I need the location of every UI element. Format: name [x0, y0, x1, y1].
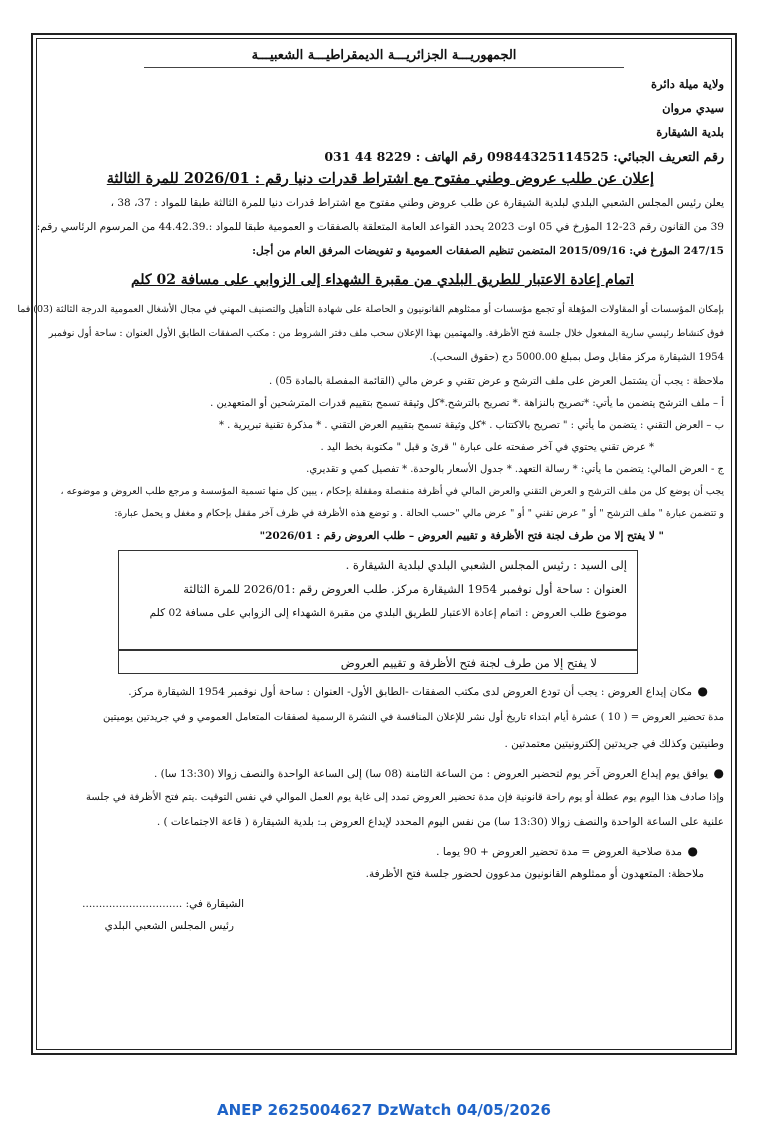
offer-validity: مدة صلاحية العروض = مدة تحضير العروض + 90 يوما .: [436, 846, 682, 858]
daira-line: سيدي مروان: [662, 101, 724, 115]
project-title: اتمام إعادة الاعتبار للطريق البلدي من مقبرة الشهداء إلى الزوابي على مسافة 02 كلم: [130, 272, 634, 288]
note-technical-offer: ب – العرض التقني : يتضمن ما يأتي : " تصريح بالاكتتاب . *كل وثيقة تسمح بتقييم العرض التقني . * مذكرة تقنية تبريرية . *: [219, 420, 724, 431]
eligibility-line-3: 1954 الشيقارة مركز مقابل وصل بمبلغ 5000.00 دج (حقوق السحب).: [429, 352, 724, 363]
announcement-para-3: 247/15 المؤرخ في: 2015/09/16 المتضمن تنظيم الصفقات العمومية و تفويضات المرفق العام من أجل:: [252, 245, 724, 257]
note-contents: ملاحظة : يجب أن يشتمل العرض على ملف الترشح و عرض تقني و عرض مالي (القائمة المفصلة بالمادة 05) .: [269, 376, 724, 387]
envelope-warning-box: [118, 650, 638, 674]
preparation-period: مدة تحضير العروض = ( 10 ) عشرة أيام ابتداء تاريخ أول نشر للإعلان المنافسة في النشرة الرسمية لصفقات المتعامل العمومي و في جريدتين يوميتين: [103, 712, 724, 723]
note-technical-mention: * عرض تقني يحتوي في آخر صفحته على عبارة " قرئ و قبل " مكتوبة بخط اليد .: [320, 442, 654, 453]
announcement-title: إعلان عن طلب عروض وطني مفتوح مع اشتراط قدرات دنيا رقم : 2026/01 للمرة الثالثة: [106, 170, 654, 187]
announcement-para-1: يعلن رئيس المجلس الشعبي البلدي لبلدية الشيقارة عن طلب عروض وطني مفتوح مع اشتراط قدرات دنيا للمرة الثالثة طبقا للمواد : 37، 38 ،: [110, 197, 724, 209]
announcement-document: [17, 44, 724, 1044]
wilaya-line: ولاية ميلة دائرة: [651, 77, 724, 91]
envelope-do-not-open: لا يفتح إلا من طرف لجنة فتح الأظرفة و تقييم العروض: [340, 656, 597, 670]
note-candidacy-file: أ – ملف الترشح يتضمن ما يأتي: *تصريح بالنزاهة .* تصريح بالترشح.*كل وثيقة تسمح بتقييم قدرات المترشحين أو المتعهدين .: [210, 398, 724, 409]
bullet-icon: ●: [687, 844, 698, 858]
note-financial-offer: ج - العرض المالي: يتضمن ما يأتي: * رسالة التعهد. * جدول الأسعار بالوحدة. * تفصيل كمي و تقديري.: [306, 464, 724, 475]
opening-session: علنية على الساعة الواحدة والنصف زوالا (13:30 سا) من نفس اليوم المحدد لإيداع العروض بـ: بلدية الشيقارة ( قاعة الاجتماعات ) .: [156, 816, 724, 828]
eligibility-line-2: فوق كنشاط رئيسي سارية المفعول خلال جلسة فتح الأظرفة. والمهتمين بهذا الإعلان سحب ملف دفتر الشروط من : مكتب الصفقات الطابق الأول العنوان : ساحة أول نوفمبر: [48, 328, 724, 339]
preparation-period-cont: وطنيتين وكذلك في جريدتين إلكترونيتين معتمدتين .: [504, 738, 724, 750]
note-envelopes-1: يجب أن يوضع كل من ملف الترشح و العرض التقني والعرض المالي في أظرفة منفصلة ومقفلة بإحكام ، يبين كل منها تسمية المؤسسة و مرجع طلب العروض و موضوعه ،: [60, 486, 724, 497]
envelope-address: العنوان : ساحة أول نوفمبر 1954 الشيقارة مركز. طلب العروض رقم :2026/01 للمرة الثالثة: [183, 582, 627, 596]
republic-header: الجمهوريـــة الجزائريـــة الديمقراطيـــة الشعبيـــة: [251, 48, 517, 63]
deposit-timing: يوافق يوم إيداع العروض آخر يوم لتحضير العروض : من الساعة الثامنة (08 سا) إلى الساعة الواحدة والنصف زوالا (13:30 سا) .: [153, 768, 708, 780]
bullet-icon: ●: [713, 766, 724, 780]
publication-reference: ANEP 2625004627 DzWatch 04/05/2026: [217, 1101, 551, 1119]
header-rule: [144, 67, 624, 68]
bullet-icon: ●: [697, 684, 708, 698]
note-envelope-mention: " لا يفتح إلا من طرف لجنة فتح الأظرفة و تقييم العروض – طلب العروض رقم : 2026/01": [259, 530, 664, 542]
fiscal-id-phone: رقم التعريف الجبائي: 09844325114525 رقم الهاتف : 8229 44 031: [324, 149, 724, 164]
signature-title: رئيس المجلس الشعبي البلدي: [104, 920, 234, 932]
announcement-para-2: 39 من القانون رقم 23-12 المؤرخ في 05 اوت 2023 يحدد القواعد العامة المتعلقة بالصفقات و العمومية طبقا للمواد :.44.42.39 من المرسوم الرئاسي رقم:: [36, 221, 724, 233]
envelope-recipient: إلى السيد : رئيس المجلس الشعبي البلدي لبلدية الشيقارة .: [345, 558, 627, 572]
bidders-note: ملاحظة: المتعهدون أو ممثلوهم القانونيون مدعوون لحضور جلسة فتح الأظرفة.: [365, 868, 704, 880]
signature-place-date: الشيقارة في: ..............................: [82, 898, 244, 910]
eligibility-line-1: بإمكان المؤسسات أو المقاولات المؤهلة أو تجمع مؤسسات أو ممثلوهم القانونيون و الحاصلة على شهادة التأهيل والتصنيف المهني في مجال الأشغال العمومية الدرجة الثالثة (03) فما: [17, 304, 724, 315]
holiday-rule: وإذا صادف هذا اليوم يوم عطلة أو يوم راحة قانونية فإن مدة تحضير العروض تمدد إلى غاية يوم العمل الموالي في نفس التوقيت .يتم فتح الأظرفة في جلسة: [85, 792, 724, 803]
envelope-subject: موضوع طلب العروض : اتمام إعادة الاعتبار للطريق البلدي من مقبرة الشهداء إلى الزوابي على مسافة 02 كلم: [149, 607, 627, 619]
deposit-place: مكان إيداع العروض : يجب أن تودع العروض لدى مكتب الصفقات -الطابق الأول- العنوان : ساحة أول نوفمبر 1954 الشيقارة مركز.: [128, 686, 692, 698]
commune-line: بلدية الشيقارة: [656, 125, 724, 139]
envelope-label-box: [118, 550, 638, 650]
note-envelopes-2: و تتضمن عبارة " ملف الترشح " أو " عرض تقني " أو " عرض مالي "حسب الحالة . و توضع هذه الأظرفة في ظرف آخر مقفل بإحكام و مغفل و يحمل عبارة:: [114, 508, 724, 519]
